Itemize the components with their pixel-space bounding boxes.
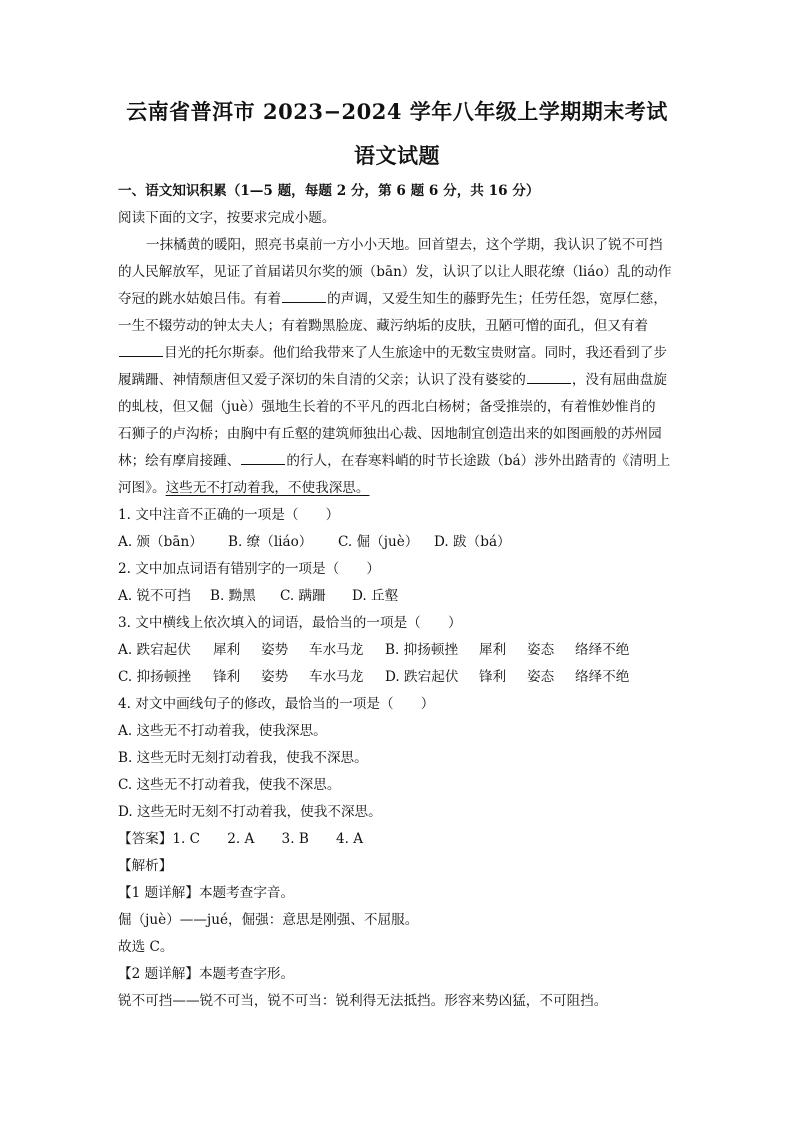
passage-line <box>118 340 680 367</box>
passage-line: 的虬枝，但又倔（juè）强地生长着的不平凡的西北白杨树；备受推崇的，有着惟妙惟肖的 <box>118 399 656 415</box>
detail-2-heading <box>118 961 680 988</box>
question-1-stem: 1. 文中注音不正确的一项是（ ） <box>118 507 340 523</box>
answer-line <box>118 826 680 853</box>
option-a: A. 跌宕起伏 <box>118 642 191 658</box>
passage-line <box>118 367 680 394</box>
fill-blank <box>527 369 571 384</box>
passage-line <box>118 286 680 313</box>
passage-text: 林；绘有摩肩接踵、 <box>118 453 241 469</box>
option-c: C. 这些无不打动着我，使我不深思。 <box>118 777 341 793</box>
option-word: 络绎不绝 <box>575 642 630 658</box>
option-a: A. 这些无不打动着我，使我深思。 <box>118 723 327 739</box>
underlined-sentence: 这些无不打动着我，不使我深思。 <box>165 480 370 496</box>
option-a: A. 锐不可挡 <box>118 588 191 604</box>
option-d: D. 跌宕起伏 <box>385 669 459 685</box>
option-a: A. 颁（bān） <box>118 534 203 550</box>
option-c: C. 蹒跚 <box>280 588 326 604</box>
option-c: C. 抑扬顿挫 <box>118 669 191 685</box>
fill-blank <box>241 450 285 465</box>
passage-line: 一生不辍劳动的钟太夫人；有着黝黑脸庞、藏污纳垢的皮肤，丑陋可憎的面孔，但又有着 <box>118 318 649 334</box>
option-word: 车水马龙 <box>309 642 364 658</box>
question-1-options <box>118 529 680 556</box>
passage-line <box>118 475 680 502</box>
option-word: 姿势 <box>261 642 289 658</box>
question-3-stem: 3. 文中横线上依次填入的词语，最恰当的一项是（ ） <box>118 615 462 631</box>
question-3-row-1 <box>118 637 680 664</box>
analysis-label: 【解析】 <box>118 858 173 874</box>
detail-label: 【1 题详解】 <box>118 885 199 901</box>
option-d: D. 丘壑 <box>352 588 399 604</box>
option-word: 车水马龙 <box>309 669 364 685</box>
detail-label: 【2 题详解】 <box>118 966 199 982</box>
document-subtitle: 语文试题 <box>354 143 440 168</box>
option-word: 络绎不绝 <box>575 669 630 685</box>
answer-label: 【答案】 <box>118 831 173 847</box>
option-word: 犀利 <box>479 642 507 658</box>
detail-1-conclusion: 故选 C。 <box>118 939 174 955</box>
passage-text: 目光的托尔斯泰。他们给我带来了人生旅途中的无数宝贵财富。同时，我还看到了步 <box>164 345 667 361</box>
answer-values: 1. C 2. A 3. B 4. A <box>172 831 364 847</box>
passage-text: 河图》。 <box>118 480 166 496</box>
passage-line: 一抹橘黄的暖阳，照亮书桌前一方小小天地。回首望去，这个学期，我认识了锐不可挡 <box>146 237 663 253</box>
option-word: 锋利 <box>479 669 507 685</box>
instruction-text: 阅读下面的文字，按要求完成小题。 <box>118 210 336 226</box>
question-3-row-2 <box>118 664 680 691</box>
option-b: B. 抑扬顿挫 <box>385 642 459 658</box>
question-2-options <box>118 583 680 610</box>
option-b: B. 黝黑 <box>210 588 256 604</box>
option-word: 锋利 <box>213 669 241 685</box>
section-heading: 一、语文知识积累（1—5 题，每题 2 分，第 6 题 6 分，共 16 分） <box>118 183 540 199</box>
detail-text: 本题考查字音。 <box>198 885 295 901</box>
option-word: 犀利 <box>213 642 241 658</box>
detail-text: 本题考查字形。 <box>198 966 295 982</box>
passage-line <box>118 448 680 475</box>
passage-text: ，没有屈曲盘旋 <box>571 372 667 388</box>
passage-text: 的声调，又爱生知生的藤野先生；任劳任怨，宽厚仁慈， <box>327 291 667 307</box>
detail-1-explanation: 倔（juè）——jué，倔强：意思是刚强、不屈服。 <box>118 912 419 928</box>
option-word: 姿态 <box>527 642 555 658</box>
question-2-stem: 2. 文中加点词语有错别字的一项是（ ） <box>118 561 380 577</box>
fill-blank <box>119 342 163 357</box>
passage-line: 的人民解放军，见证了首届诺贝尔奖的颁（bān）发，认识了以让人眼花缭（liáo）乱的动作 <box>118 264 672 280</box>
option-b: B. 缭（liáo） <box>228 534 313 550</box>
document-body <box>118 178 680 1015</box>
passage-text: 履蹒跚、神情颓唐但又爱子深切的朱自清的父亲；认识了没有婆娑的 <box>118 372 526 388</box>
option-d: D. 跋（bá） <box>434 534 511 550</box>
detail-2-explanation: 锐不可挡——锐不可当，锐不可当：锐利得无法抵挡。形容来势凶猛，不可阻挡。 <box>118 993 608 1009</box>
question-4-stem: 4. 对文中画线句子的修改，最恰当的一项是（ ） <box>118 696 435 712</box>
document-title: 云南省普洱市 2023−2024 学年八年级上学期期末考试 <box>126 99 668 124</box>
detail-1-heading <box>118 880 680 907</box>
option-word: 姿势 <box>261 669 289 685</box>
passage-text: 夺冠的跳水姑娘吕伟。有着 <box>118 291 282 307</box>
passage-line: 石狮子的卢沟桥；由胸中有丘壑的建筑师独出心裁、因地制宜创造出来的如图画般的苏州园 <box>118 426 662 442</box>
option-word: 姿态 <box>527 669 555 685</box>
passage-text: 的行人，在春寒料峭的时节长途跋（bá）涉外出踏青的《清明上 <box>286 453 671 469</box>
option-c: C. 倔（juè） <box>338 534 419 550</box>
fill-blank <box>282 288 326 303</box>
option-d: D. 这些无时无刻不打动着我，使我不深思。 <box>118 804 382 820</box>
option-b: B. 这些无时无刻打动着我，使我不深思。 <box>118 750 368 766</box>
